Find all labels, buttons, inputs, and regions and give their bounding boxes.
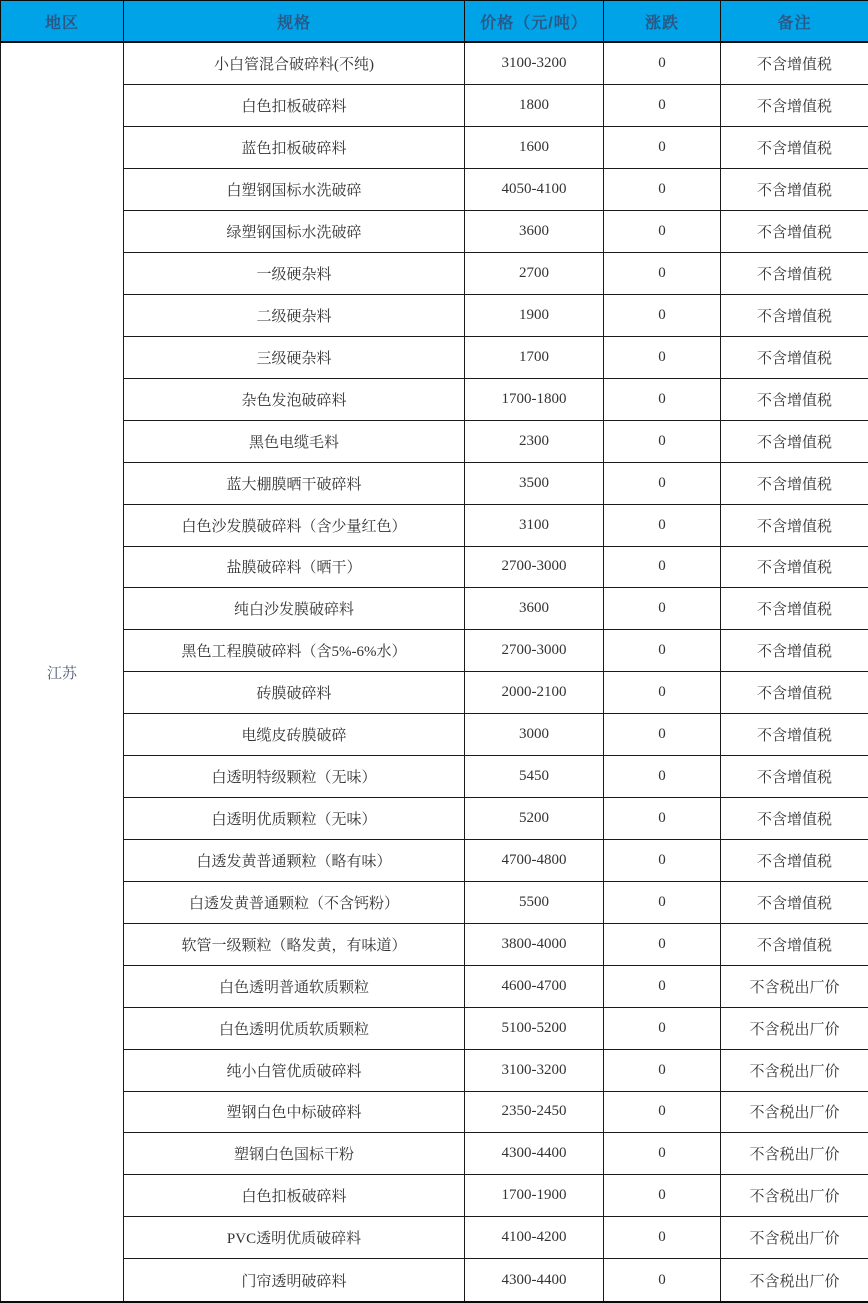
change-cell: 0 <box>604 714 721 756</box>
price-cell: 4600-4700 <box>465 965 604 1007</box>
price-cell: 4050-4100 <box>465 169 604 211</box>
table-row <box>1 923 868 965</box>
table-row <box>1 336 868 378</box>
change-cell: 0 <box>604 1049 721 1091</box>
spec-cell: 黑色电缆毛料 <box>124 420 465 462</box>
price-cell: 3100 <box>465 504 604 546</box>
price-cell: 5100-5200 <box>465 1007 604 1049</box>
change-cell: 0 <box>604 378 721 420</box>
spec-cell: 白塑钢国标水洗破碎 <box>124 169 465 211</box>
table-row <box>1 1175 868 1217</box>
change-cell: 0 <box>604 504 721 546</box>
note-cell: 不含税出厂价 <box>721 1133 868 1175</box>
price-cell: 2700-3000 <box>465 546 604 588</box>
change-cell: 0 <box>604 798 721 840</box>
change-cell: 0 <box>604 630 721 672</box>
spec-cell: 蓝色扣板破碎料 <box>124 127 465 169</box>
change-cell: 0 <box>604 756 721 798</box>
region-cell: 江苏 <box>1 42 124 1302</box>
table-row <box>1 420 868 462</box>
change-cell: 0 <box>604 588 721 630</box>
table-row <box>1 211 868 253</box>
col-header-region: 地区 <box>1 1 124 43</box>
col-header-note: 备注 <box>721 1 868 43</box>
spec-cell: PVC透明优质破碎料 <box>124 1217 465 1259</box>
spec-cell: 电缆皮砖膜破碎 <box>124 714 465 756</box>
price-cell: 3000 <box>465 714 604 756</box>
spec-cell: 白色扣板破碎料 <box>124 85 465 127</box>
price-cell: 2700-3000 <box>465 630 604 672</box>
spec-cell: 白透明特级颗粒（无味） <box>124 756 465 798</box>
price-cell: 4100-4200 <box>465 1217 604 1259</box>
table-row <box>1 1007 868 1049</box>
table-row <box>1 462 868 504</box>
spec-cell: 黑色工程膜破碎料（含5%-6%水） <box>124 630 465 672</box>
note-cell: 不含税出厂价 <box>721 1007 868 1049</box>
spec-cell: 一级硬杂料 <box>124 253 465 295</box>
change-cell: 0 <box>604 1091 721 1133</box>
note-cell: 不含税出厂价 <box>721 1217 868 1259</box>
note-cell: 不含税出厂价 <box>721 1259 868 1302</box>
change-cell: 0 <box>604 169 721 211</box>
change-cell: 0 <box>604 420 721 462</box>
change-cell: 0 <box>604 462 721 504</box>
change-cell: 0 <box>604 1259 721 1302</box>
table-row <box>1 294 868 336</box>
note-cell: 不含增值税 <box>721 714 868 756</box>
spec-cell: 二级硬杂料 <box>124 294 465 336</box>
change-cell: 0 <box>604 42 721 85</box>
price-cell: 3500 <box>465 462 604 504</box>
change-cell: 0 <box>604 672 721 714</box>
note-cell: 不含增值税 <box>721 378 868 420</box>
change-cell: 0 <box>604 1007 721 1049</box>
note-cell: 不含增值税 <box>721 798 868 840</box>
price-cell: 3100-3200 <box>465 1049 604 1091</box>
table-row <box>1 714 868 756</box>
table-row <box>1 1259 868 1302</box>
note-cell: 不含增值税 <box>721 253 868 295</box>
note-cell: 不含增值税 <box>721 294 868 336</box>
change-cell: 0 <box>604 923 721 965</box>
price-cell: 2000-2100 <box>465 672 604 714</box>
table-row <box>1 630 868 672</box>
price-cell: 4300-4400 <box>465 1133 604 1175</box>
col-header-change: 涨跌 <box>604 1 721 43</box>
table-row <box>1 546 868 588</box>
change-cell: 0 <box>604 253 721 295</box>
change-cell: 0 <box>604 211 721 253</box>
change-cell: 0 <box>604 127 721 169</box>
table-row <box>1 965 868 1007</box>
price-cell: 3100-3200 <box>465 42 604 85</box>
price-cell: 3600 <box>465 211 604 253</box>
spec-cell: 白色沙发膜破碎料（含少量红色） <box>124 504 465 546</box>
note-cell: 不含增值税 <box>721 839 868 881</box>
note-cell: 不含增值税 <box>721 756 868 798</box>
price-cell: 1700-1900 <box>465 1175 604 1217</box>
note-cell: 不含增值税 <box>721 211 868 253</box>
price-cell: 2300 <box>465 420 604 462</box>
table-row <box>1 127 868 169</box>
change-cell: 0 <box>604 546 721 588</box>
spec-cell: 白色透明普通软质颗粒 <box>124 965 465 1007</box>
table-body <box>1 42 868 1302</box>
note-cell: 不含增值税 <box>721 42 868 85</box>
note-cell: 不含增值税 <box>721 923 868 965</box>
note-cell: 不含增值税 <box>721 462 868 504</box>
note-cell: 不含增值税 <box>721 504 868 546</box>
note-cell: 不含税出厂价 <box>721 965 868 1007</box>
price-cell: 3800-4000 <box>465 923 604 965</box>
price-cell: 5500 <box>465 881 604 923</box>
table-row <box>1 253 868 295</box>
price-cell: 5450 <box>465 756 604 798</box>
spec-cell: 蓝大棚膜晒干破碎料 <box>124 462 465 504</box>
note-cell: 不含增值税 <box>721 336 868 378</box>
change-cell: 0 <box>604 336 721 378</box>
price-cell: 4300-4400 <box>465 1259 604 1302</box>
table-row <box>1 1133 868 1175</box>
change-cell: 0 <box>604 839 721 881</box>
change-cell: 0 <box>604 1217 721 1259</box>
table-row <box>1 1217 868 1259</box>
note-cell: 不含增值税 <box>721 546 868 588</box>
spec-cell: 白色扣板破碎料 <box>124 1175 465 1217</box>
spec-cell: 小白管混合破碎料(不纯) <box>124 42 465 85</box>
table-row <box>1 1091 868 1133</box>
note-cell: 不含增值税 <box>721 881 868 923</box>
price-cell: 5200 <box>465 798 604 840</box>
spec-cell: 绿塑钢国标水洗破碎 <box>124 211 465 253</box>
spec-cell: 白透发黄普通颗粒（略有味） <box>124 839 465 881</box>
table-row <box>1 85 868 127</box>
spec-cell: 白色透明优质软质颗粒 <box>124 1007 465 1049</box>
change-cell: 0 <box>604 881 721 923</box>
price-cell: 4700-4800 <box>465 839 604 881</box>
table-row <box>1 798 868 840</box>
table-row <box>1 881 868 923</box>
spec-cell: 软管一级颗粒（略发黄，有味道） <box>124 923 465 965</box>
spec-cell: 盐膜破碎料（晒干） <box>124 546 465 588</box>
note-cell: 不含增值税 <box>721 169 868 211</box>
table-row <box>1 378 868 420</box>
table-row <box>1 756 868 798</box>
table-row <box>1 1049 868 1091</box>
note-cell: 不含税出厂价 <box>721 1175 868 1217</box>
table-row <box>1 588 868 630</box>
header-row <box>1 1 868 43</box>
note-cell: 不含增值税 <box>721 672 868 714</box>
spec-cell: 门帘透明破碎料 <box>124 1259 465 1302</box>
note-cell: 不含税出厂价 <box>721 1049 868 1091</box>
spec-cell: 塑钢白色中标破碎料 <box>124 1091 465 1133</box>
spec-cell: 塑钢白色国标干粉 <box>124 1133 465 1175</box>
spec-cell: 纯小白管优质破碎料 <box>124 1049 465 1091</box>
change-cell: 0 <box>604 294 721 336</box>
col-header-spec: 规格 <box>124 1 465 43</box>
table-row <box>1 169 868 211</box>
table-row <box>1 672 868 714</box>
price-cell: 1600 <box>465 127 604 169</box>
spec-cell: 白透发黄普通颗粒（不含钙粉） <box>124 881 465 923</box>
change-cell: 0 <box>604 1175 721 1217</box>
change-cell: 0 <box>604 85 721 127</box>
note-cell: 不含增值税 <box>721 420 868 462</box>
note-cell: 不含增值税 <box>721 127 868 169</box>
table-row <box>1 504 868 546</box>
note-cell: 不含增值税 <box>721 630 868 672</box>
change-cell: 0 <box>604 965 721 1007</box>
table-row <box>1 42 868 85</box>
spec-cell: 纯白沙发膜破碎料 <box>124 588 465 630</box>
table-row <box>1 839 868 881</box>
note-cell: 不含增值税 <box>721 588 868 630</box>
note-cell: 不含增值税 <box>721 85 868 127</box>
spec-cell: 砖膜破碎料 <box>124 672 465 714</box>
col-header-price: 价格（元/吨） <box>465 1 604 43</box>
price-cell: 1900 <box>465 294 604 336</box>
price-cell: 1700 <box>465 336 604 378</box>
price-cell: 2700 <box>465 253 604 295</box>
change-cell: 0 <box>604 1133 721 1175</box>
spec-cell: 三级硬杂料 <box>124 336 465 378</box>
price-cell: 1700-1800 <box>465 378 604 420</box>
spec-cell: 杂色发泡破碎料 <box>124 378 465 420</box>
spec-cell: 白透明优质颗粒（无味） <box>124 798 465 840</box>
price-cell: 2350-2450 <box>465 1091 604 1133</box>
price-cell: 1800 <box>465 85 604 127</box>
note-cell: 不含税出厂价 <box>721 1091 868 1133</box>
price-cell: 3600 <box>465 588 604 630</box>
